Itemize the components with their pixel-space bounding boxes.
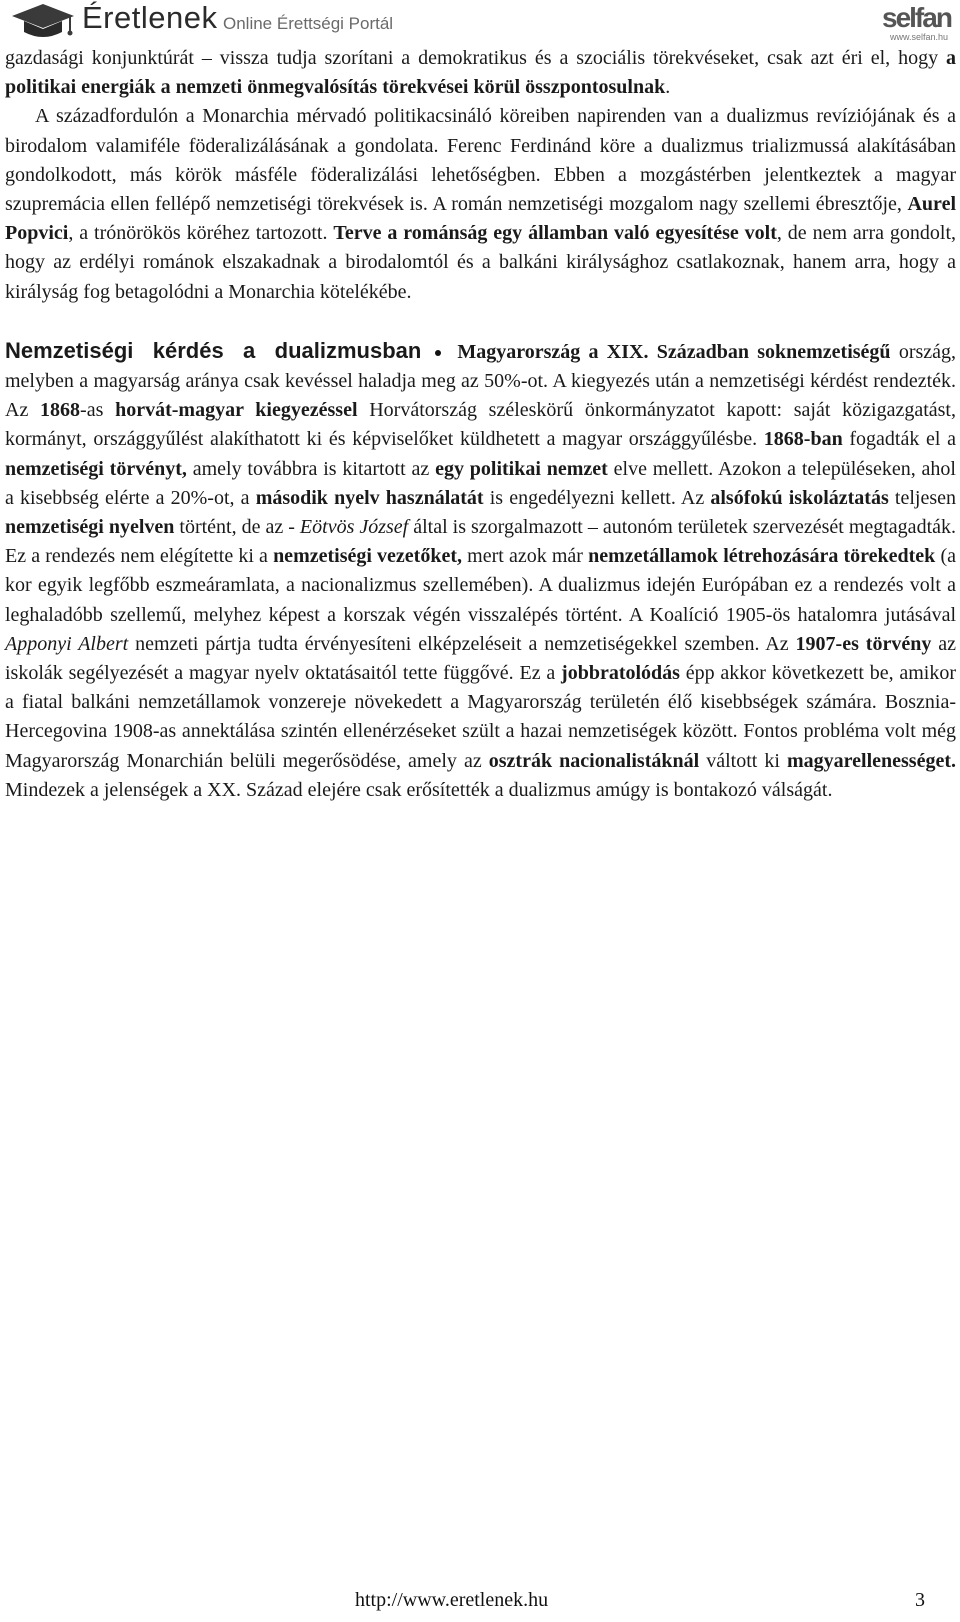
graduation-cap-icon	[10, 2, 76, 42]
paragraph-2	[5, 102, 956, 306]
text-run: Mindezek a jelenségek a XX. Század elejére csak erősítették a dualizmus amúgy is bontakozó válságát.	[5, 778, 833, 801]
text-run: ország, melyben a magyarság aránya csak kevéssel haladja meg az 50%-ot. A kiegyezés után a nemzetiségi kérdést rendezték. Az	[5, 340, 957, 422]
text-run: által is szorgalmazott – autonóm területek szervezését megtagadták. Ez a rendezés nem elégítette ki a	[5, 516, 956, 568]
paragraph-1	[5, 44, 956, 102]
page-number: 3	[915, 1589, 925, 1611]
partner-logo	[880, 2, 952, 50]
bold-text-run: jobbratolódás	[561, 662, 680, 685]
text-run: is engedélyezni kellett. Az	[483, 486, 711, 509]
paragraph-3	[5, 336, 956, 805]
text-run: , a trónörökös köréhez tartozott.	[68, 222, 334, 245]
text-run: nemzeti pártja tudta érvényesíteni elképzeléseit a nemzetiségekkel szemben. Az	[128, 632, 796, 655]
bold-text-run: Aurel Popvici	[5, 193, 956, 245]
bold-text-run: Magyarország a XIX. Században soknemzetiségű	[457, 340, 891, 363]
italic-text-run: Apponyi Albert	[5, 632, 129, 655]
text-run: A századfordulón a Monarchia mérvadó politikacsináló köreiben napirenden van a dualizmus revíziójának és a birodalom valamiféle föderalizálásának a gondolata. Ferenc Ferdinánd köre a dualizmus trializmussá alakításában gondolkodott, más körök másféle föderalizálási lehetőségben. Ebben a mozgástérben jelentkeztek a magyar szupremácia ellen fellépő nemzetiségi törekvések is. A román nemzetiségi mozgalom nagy szellemi ébresztője,	[5, 105, 956, 216]
bullet-icon	[435, 350, 441, 356]
bold-text-run: 1868-ban	[763, 428, 843, 451]
bold-text-run: 1907-es törvény	[795, 632, 932, 655]
text-run: fogadták el a	[842, 428, 956, 451]
text-run: Horvátország széleskörű önkormányzatot kapott: saját közigazgatást, kormányt, országgyűlést alakíthatott ki és képviselőket küldhetett a magyar országgyűlésbe.	[5, 399, 956, 451]
bold-text-run: nemzetiségi vezetőket,	[273, 545, 463, 568]
text-run: -as	[80, 399, 116, 422]
text-run: mert azok már	[462, 545, 589, 568]
paragraph-gap	[5, 307, 956, 336]
bold-text-run: Terve a románság egy államban való egyesítése volt	[333, 222, 777, 245]
paragraph-3-body	[5, 341, 956, 801]
bold-text-run: nemzetiségi nyelven	[5, 516, 175, 539]
site-logo-text: Éretlenek	[82, 0, 218, 35]
text-run: teljesen	[888, 486, 956, 509]
bold-text-run: a politikai energiák a nemzeti önmegvalósítás törekvései körül összpontosulnak	[5, 47, 956, 99]
bold-text-run: alsófokú iskoláztatás	[710, 486, 889, 509]
footer-url: http://www.eretlenek.hu	[355, 1589, 549, 1611]
bold-text-run: második nyelv használatát	[255, 486, 484, 509]
bold-text-run: egy politikai nemzet	[435, 457, 608, 480]
text-run: , de nem arra gondolt, hogy az erdélyi románok elszakadnak a birodalomtól és a balkáni királysághoz csatlakoznak, hanem arra, hogy a királyság fog betagolódni a Monarchia kötelékébe.	[5, 222, 956, 303]
bold-text-run: magyarellenességet.	[786, 749, 956, 772]
text-run: amely továbbra is kitartott az	[186, 457, 436, 480]
partner-logo-text: selfan	[882, 2, 951, 33]
bold-text-run: osztrák nacionalistáknál	[488, 749, 700, 772]
text-run: váltott ki	[699, 749, 787, 772]
italic-text-run: Eötvös József	[299, 516, 409, 539]
text-run: az iskolák segélyezését a magyar nyelv oktatásaitól tette függővé. Ez a	[5, 632, 957, 685]
bold-text-run: nemzetállamok létrehozására törekedtek	[588, 545, 936, 568]
text-run: (a kor egyik legfőbb eszmeáramlata, a nacionalizmus szellemében). A dualizmus idején Európában ez a rendezés volt a leghaladóbb szellemű, melyhez képest a korszak végén visszalépés történt. A Koalíció 1905-ös hatalomra jutásával	[5, 545, 956, 626]
bold-text-run: 1868	[40, 399, 81, 422]
section-heading: Nemzetiségi kérdés a dualizmusban	[5, 337, 422, 363]
partner-logo-subtext: www.selfan.hu	[889, 32, 948, 42]
text-run: történt, de az -	[174, 516, 300, 539]
text-run: elve mellett. Azokon a településeken, ahol a kisebbség elérte a 20%-ot, a	[5, 457, 956, 509]
text-run: .	[665, 76, 671, 99]
site-tagline: Online Érettségi Portál	[223, 14, 394, 33]
document-body	[5, 44, 956, 805]
text-run: gazdasági konjunktúrát – vissza tudja szorítani a demokratikus és a szociális törekvéseket, csak azt éri el, hogy	[5, 47, 946, 69]
text-run: épp akkor következett be, amikor a fiatal balkáni nemzetállamok vonzereje növekedett a Magyarország területén élő kisebbségek számára. Bosznia-Hercegovina 1908-as annektálása szintén ellenérzéseket szült a hazai nemzetiségek között. Fontos probléma volt még Magyarország Monarchián belüli megerősödése, amely az	[5, 662, 957, 772]
bold-text-run: horvát-magyar kiegyezéssel	[115, 399, 358, 422]
bold-text-run: nemzetiségi törvényt,	[5, 457, 187, 480]
